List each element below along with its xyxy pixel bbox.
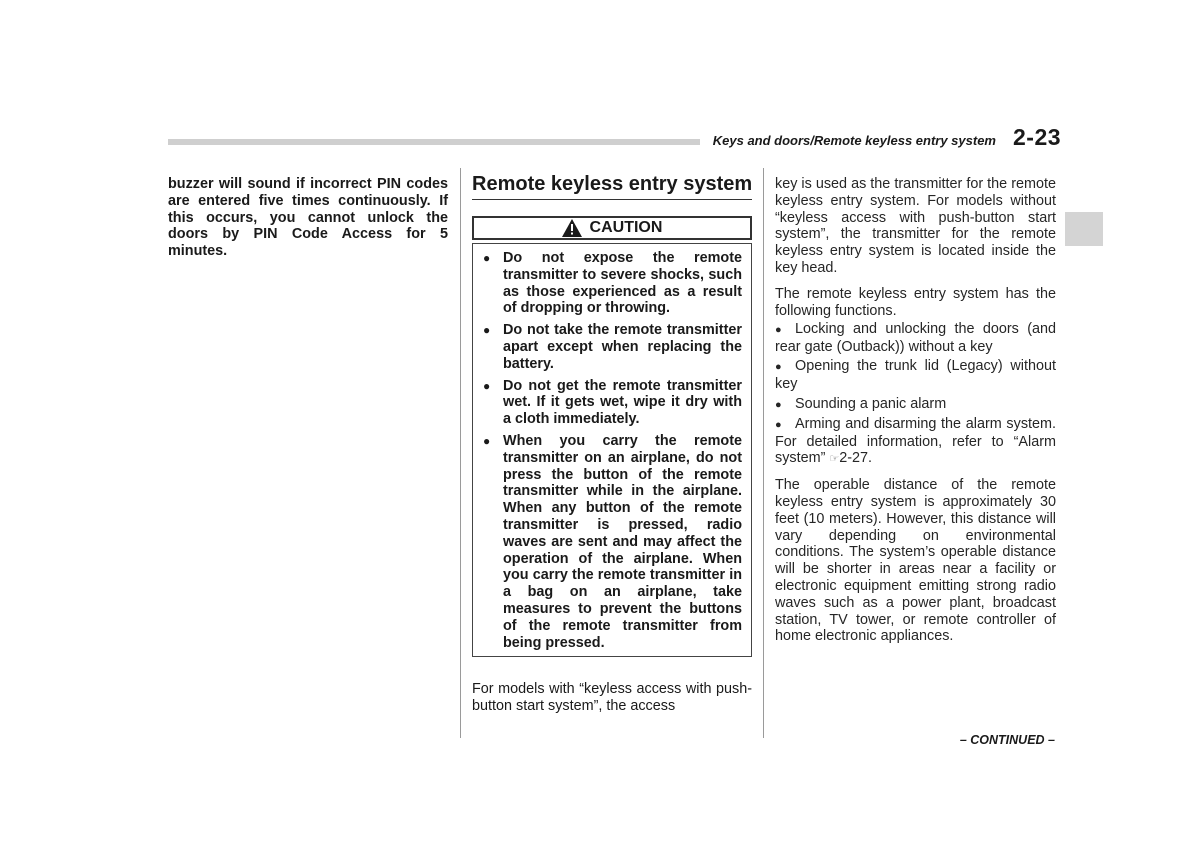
bullet-icon: ● [775, 324, 782, 337]
caution-label: CAUTION [589, 218, 663, 236]
caution-header [472, 216, 752, 240]
functions-list [775, 321, 1056, 468]
caution-item: ● Do not expose the remote transmitter to severe shocks, such as those experienced as a result of dropping or throwing. [483, 250, 742, 317]
caution-item: ● Do not take the remote transmitter apart except when replacing the battery. [483, 322, 742, 372]
caution-item: ● Do not get the remote transmitter wet. If it gets wet, wipe it dry with a cloth immediately. [483, 377, 742, 428]
pointing-hand-icon: ☞ [829, 453, 840, 466]
transmitter-paragraph: key is used as the transmitter for the remote keyless entry system. For models without “keyless access with push-button start system”, the transmitter for the remote keyless entry system is located inside the key head. [775, 176, 1056, 276]
continued-marker: – CONTINUED – [959, 733, 1055, 747]
bullet-icon: ● [775, 418, 782, 431]
operable-distance-paragraph: The operable distance of the remote keyless entry system is approximately 30 feet (10 meters). However, this distance will vary depending on environmental conditions. The system’s operable distance will be shorter in areas near a facility or electronic equipment emitting strong radio waves such as a power plant, broadcast station, TV tower, or remote controller of home electronic appliances. [775, 477, 1056, 645]
function-item: ● Sounding a panic alarm [775, 395, 947, 412]
warning-triangle-icon [562, 219, 582, 237]
chapter-thumb-tab [1065, 212, 1103, 246]
bullet-icon: ● [483, 323, 491, 338]
pin-code-warning-text: buzzer will sound if incorrect PIN codes are entered five times continuously. If this occurs, you cannot unlock the doors by PIN Code Access for 5 minutes. [168, 176, 448, 260]
running-header-title: Keys and doors/Remote keyless entry system [712, 133, 996, 148]
page-reference-link[interactable]: 2-27. [839, 450, 873, 467]
bullet-icon: ● [483, 433, 491, 448]
column-2 [472, 172, 752, 715]
functions-intro: The remote keyless entry system has the following functions. [775, 285, 1056, 319]
header-rule [168, 139, 700, 145]
column-1 [168, 176, 448, 260]
column-divider-right [763, 168, 764, 738]
page-number: 2-23 [1013, 124, 1062, 150]
bullet-icon: ● [483, 378, 491, 393]
column-3 [775, 176, 1056, 645]
section-heading: Remote keyless entry system [472, 172, 752, 200]
caution-box [472, 243, 752, 657]
access-key-paragraph: For models with “keyless access with push-button start system”, the access [472, 681, 752, 715]
function-item: ● Locking and unlocking the doors (and rear gate (Outback)) without a key [775, 321, 1056, 356]
function-item: ● Arming and disarming the alarm system. For detailed information, refer to “Alarm system” ☞2-27. [775, 415, 1056, 467]
function-item: ● Opening the trunk lid (Legacy) without key [775, 358, 1056, 393]
caution-item: ● When you carry the remote transmitter on an airplane, do not press the button of the remote transmitter while in the airplane. When any button of the remote transmitter is pressed, radio waves are sent and may affect the operation of the airplane. When you carry the remote transmitter in a bag on an airplane, take measures to prevent the buttons of the remote transmitter from being pressed. [483, 432, 742, 651]
column-divider-left [460, 168, 461, 738]
bullet-icon: ● [775, 361, 782, 374]
bullet-icon: ● [483, 251, 491, 265]
bullet-icon: ● [775, 398, 782, 411]
